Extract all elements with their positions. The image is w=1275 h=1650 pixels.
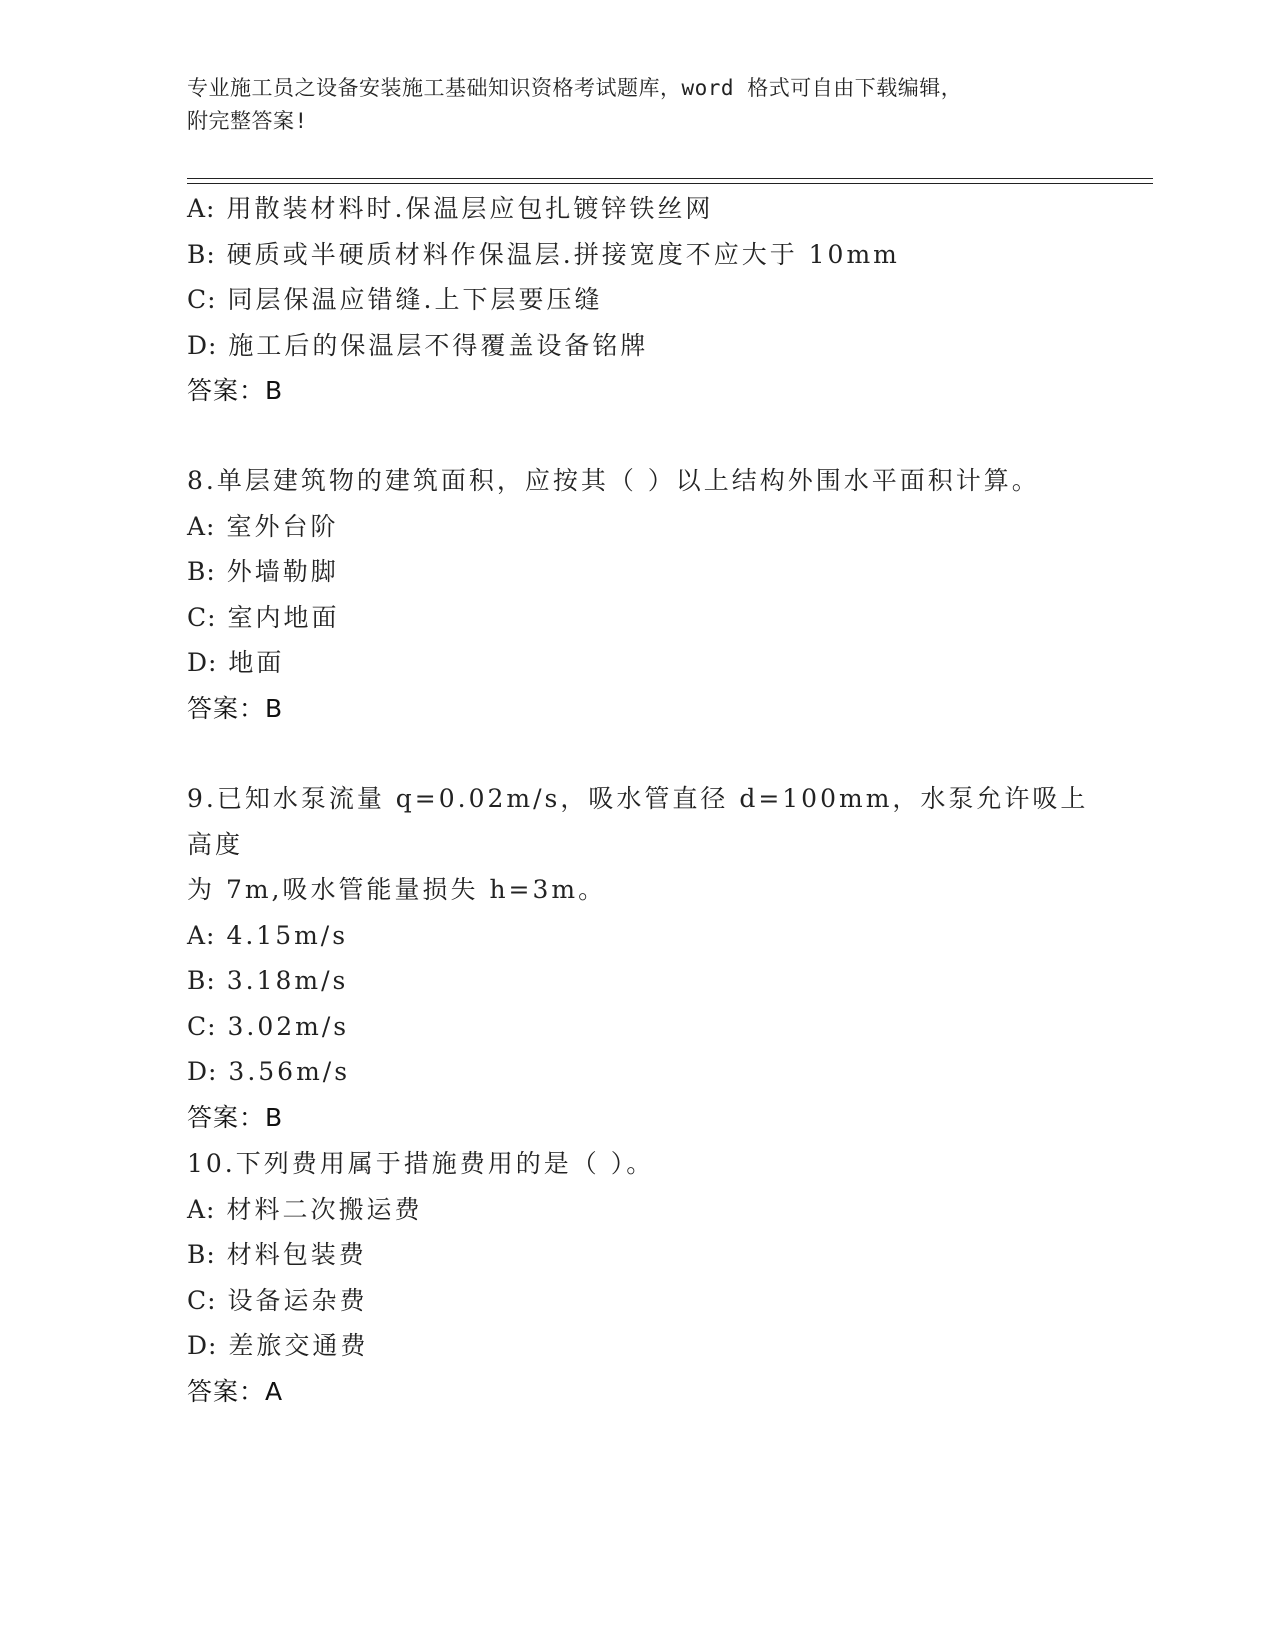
option-text: 用散装材料时.保温层应包扎镀锌铁丝网: [226, 194, 714, 223]
option-c: [187, 277, 1107, 323]
option-prefix: D:: [187, 1057, 218, 1086]
option-prefix: C:: [187, 1285, 217, 1315]
option-d: [187, 1049, 1107, 1095]
option-prefix: A:: [187, 1194, 216, 1224]
option-text: 材料二次搬运费: [226, 1194, 423, 1224]
answer: 答案：B: [187, 1102, 284, 1132]
option-c: [187, 595, 1107, 641]
header-divider-bottom: [187, 183, 1153, 184]
option-prefix: D:: [187, 1331, 218, 1360]
option-prefix: B:: [187, 239, 216, 269]
option-a: [187, 1187, 1107, 1233]
option-b: [187, 232, 1107, 278]
option-text: 施工后的保温层不得覆盖设备铭牌: [228, 330, 649, 360]
option-text: 差旅交通费: [228, 1331, 369, 1360]
option-b: [187, 549, 1107, 595]
option-prefix: B:: [187, 1240, 216, 1269]
option-prefix: C:: [187, 285, 217, 314]
option-text: 外墙勒脚: [226, 557, 339, 586]
header-line-2: 附完整答案!: [187, 109, 308, 133]
option-a: [187, 504, 1107, 550]
option-text: 室外台阶: [226, 511, 339, 541]
option-a: [187, 913, 1107, 959]
option-text: 同层保温应错缝.上下层要压缝: [227, 285, 603, 314]
header-line-1: 专业施工员之设备安装施工基础知识资格考试题库，word 格式可自由下载编辑，: [187, 76, 963, 100]
question-9: [187, 776, 1107, 1140]
answer: 答案：B: [187, 376, 284, 405]
option-text: 硬质或半硬质材料作保温层.拼接宽度不应大于 10mm: [226, 239, 900, 269]
question-text-line-2: 为 7m,吸水管能量损失 h=3m。: [187, 875, 607, 904]
question-10: [187, 1141, 1107, 1414]
option-text: 3.02m/s: [227, 1011, 350, 1041]
option-c: [187, 1004, 1107, 1050]
question-text: 10.下列费用属于措施费用的是（ ）。: [187, 1149, 655, 1178]
header-divider-top: [187, 178, 1153, 179]
option-b: [187, 958, 1107, 1004]
option-prefix: A:: [187, 920, 216, 950]
answer: 答案：A: [187, 1376, 284, 1406]
option-prefix: C:: [187, 1011, 217, 1041]
question-7: [187, 186, 1107, 414]
option-prefix: D:: [187, 330, 218, 360]
option-text: 3.56m/s: [228, 1057, 351, 1086]
option-text: 3.18m/s: [226, 966, 349, 995]
option-prefix: C:: [187, 602, 217, 632]
option-b: [187, 1232, 1107, 1278]
question-text-line-1: 9.已知水泵流量 q=0.02m/s，吸水管直径 d=100mm，水泵允许吸上高度: [187, 784, 1089, 859]
option-d: [187, 1323, 1107, 1369]
option-text: 地面: [228, 648, 285, 677]
option-text: 4.15m/s: [226, 920, 349, 950]
answer: 答案：B: [187, 693, 284, 723]
option-d: [187, 323, 1107, 369]
question-8: [187, 458, 1107, 731]
document-header: [187, 72, 1067, 138]
question-text: 8.单层建筑物的建筑面积，应按其（ ）以上结构外围水平面积计算。: [187, 466, 1040, 495]
option-prefix: B:: [187, 966, 216, 995]
option-d: [187, 640, 1107, 686]
option-text: 设备运杂费: [227, 1285, 368, 1315]
option-prefix: B:: [187, 557, 216, 586]
option-prefix: A:: [187, 511, 216, 541]
option-a: [187, 186, 1107, 232]
option-prefix: A:: [187, 194, 216, 223]
option-text: 材料包装费: [226, 1240, 367, 1269]
option-text: 室内地面: [227, 602, 340, 632]
option-c: [187, 1278, 1107, 1324]
option-prefix: D:: [187, 648, 218, 677]
